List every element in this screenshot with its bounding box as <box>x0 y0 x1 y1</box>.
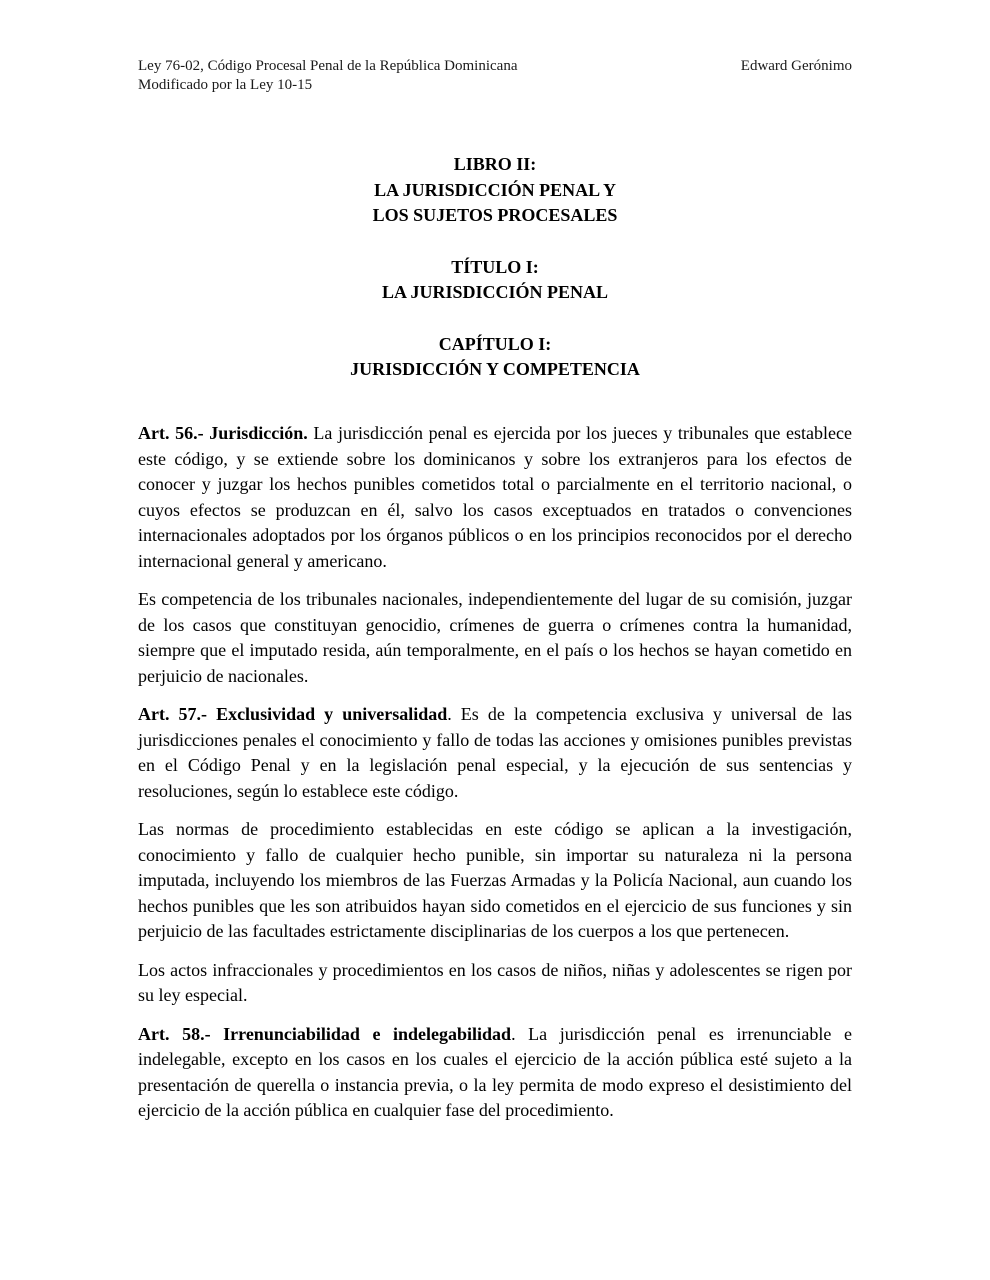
art56-heading: Art. 56.- Jurisdicción. <box>138 423 308 443</box>
art56-text: La jurisdicción penal es ejercida por los jueces y tribunales que establece este código, y se extiende sobre los dominicanos y sobre los extranjeros para los efectos de conocer y juzgar los hechos punibles cometidos total o parcialmente en el territorio nacional, o cuyos efectos se produzcan en él, salvo los casos exceptuados en tratados o convenciones internacionales adoptados por los órganos públicos o en los principios reconocidos por el derecho internacional general y americano. <box>138 423 852 571</box>
art57-paragraph3: Los actos infraccionales y procedimientos en los casos de niños, niñas y adolescentes se rigen por su ley especial. <box>138 959 852 1005</box>
header-modified-by: Modificado por la Ley 10-15 <box>138 77 313 93</box>
art57-paragraph <box>138 702 852 804</box>
document-body <box>138 421 852 1137</box>
titulo-title: LA JURISDICCIÓN PENAL <box>381 282 609 302</box>
libro-label: LIBRO II: <box>453 154 537 174</box>
art57-text: . Es de la competencia exclusiva y universal de las jurisdicciones penales el conocimiento y fallo de todas las acciones y omisiones punibles previstas en el Código Penal y en la legislación penal especial, y la ejecución de sus sentencias y resoluciones, según lo establece este código. <box>138 704 853 801</box>
art58-paragraph <box>138 1022 852 1124</box>
header-row <box>138 57 852 76</box>
capitulo-label: CAPÍTULO I: <box>438 333 552 354</box>
capitulo-heading <box>138 332 852 383</box>
art56-paragraph2: Es competencia de los tribunales nacionales, independientemente del lugar de su comisión, juzgar de los casos que constituyan genocidio, crímenes de guerra o crímenes contra la humanidad, siempre que el imputado resida, aún temporalmente, en el país o los hechos se hayan cometido en perjuicio de nacionales. <box>138 589 852 686</box>
libro-title-line1: LA JURISDICCIÓN PENAL Y <box>374 179 616 200</box>
art58-text: . La jurisdicción penal es irrenunciable e indelegable, excepto en los casos en los cuales el ejercicio de la acción pública esté sujeto a la presentación de querella o instancia previa, o la ley permita de modo expreso el desistimiento del ejercicio de la acción pública en cualquier fase del procedimiento. <box>138 1023 852 1120</box>
art58-heading: Art. 58.- Irrenunciabilidad e indelegabilidad <box>138 1023 512 1044</box>
section-headings <box>138 152 852 409</box>
titulo-heading <box>138 255 852 306</box>
titulo-label: TÍTULO I: <box>451 256 539 277</box>
art57-paragraph2: Las normas de procedimiento establecidas en este código se aplican a la investigación, conocimiento y fallo de cualquier hecho punible, sin importar su naturaleza ni la persona imputada, incluyendo los miembros de las Fuerzas Armadas y la Policía Nacional, aun cuando los hechos punibles que les son atribuidos hayan sido cometidos en el ejercicio de sus funciones y sin perjuicio de las facultades estrictamente disciplinarias de los cuerpos a los que pertenecen. <box>138 819 852 941</box>
capitulo-title: JURISDICCIÓN Y COMPETENCIA <box>350 359 640 379</box>
header-author: Edward Gerónimo <box>740 58 852 74</box>
header-law-title: Ley 76-02, Código Procesal Penal de la República Dominicana <box>138 58 518 74</box>
libro-heading <box>138 152 852 229</box>
page-header <box>138 57 852 95</box>
art56-paragraph <box>138 421 852 574</box>
art57-heading: Art. 57.- Exclusividad y universalidad <box>138 704 448 724</box>
libro-title-line2: LOS SUJETOS PROCESALES <box>372 205 618 225</box>
